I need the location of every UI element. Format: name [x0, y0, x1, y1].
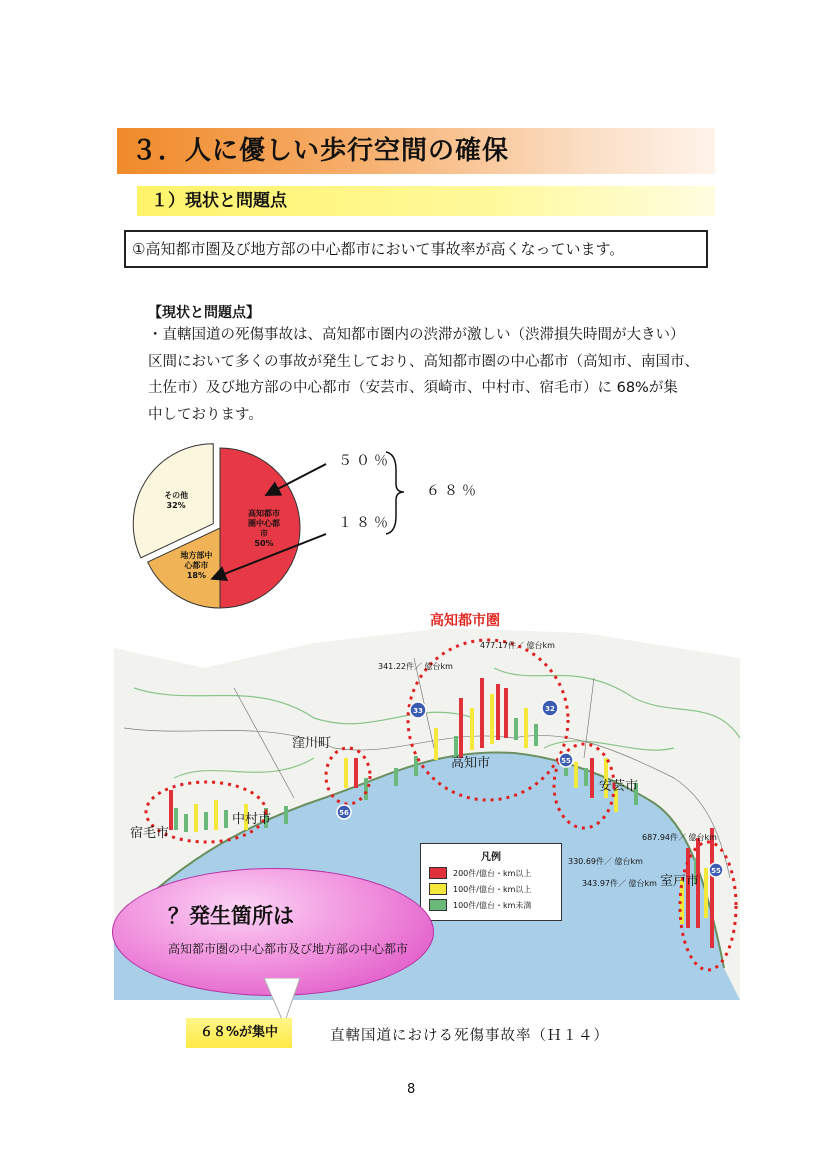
pie-slice-label: その他 — [164, 491, 189, 501]
page-number: 8 — [407, 1082, 416, 1097]
value-aki: 687.94件／ 億台km — [642, 833, 717, 842]
legend-label: 100件/億台・km以上 — [453, 884, 532, 894]
concentration-badge: ６８%が集中 — [186, 1018, 292, 1048]
route-56: 56 — [339, 809, 349, 817]
pie-slice-label: 地方部中 — [180, 551, 213, 561]
arrow-50 — [268, 464, 326, 494]
arrow-18 — [214, 534, 326, 578]
pie-slice-label: 圏中心都 — [248, 519, 280, 528]
pie-slice-label: 高知都市 — [248, 509, 280, 518]
route-33: 33 — [413, 707, 423, 715]
map-legend — [420, 843, 562, 921]
legend-item — [429, 899, 561, 911]
body-heading: 【現状と問題点】 — [148, 305, 260, 321]
city-aki: 安芸市 — [599, 779, 639, 794]
legend-swatch-yellow — [429, 883, 447, 895]
label-18-percent: １８％ — [338, 515, 392, 531]
callout-bubble — [112, 868, 434, 996]
body-line: 中しております。 — [148, 406, 263, 423]
value-muroto-2: 343.97件／ 億台km — [582, 879, 657, 888]
city-muroto: 室戸市 — [660, 874, 700, 889]
pie-slice-label: 市 — [260, 529, 268, 538]
label-50-percent: ５０％ — [338, 453, 392, 469]
body-line: ・直轄国道の死傷事故は、高知都市圏内の渋滞が激しい（渋滞損失時間が大きい） — [148, 327, 685, 343]
pie-slice-label: 心都市 — [184, 561, 209, 571]
legend-label: 200件/億台・km以上 — [453, 868, 532, 878]
legend-swatch-green — [429, 899, 447, 911]
route-55: 55 — [561, 757, 571, 765]
route-55b: 55 — [711, 867, 721, 875]
body-line: 区間において多くの事故が発生しており、高知都市圏の中心都市（高知市、南国市、 — [148, 353, 699, 370]
pie-slice-label: 32% — [166, 501, 186, 511]
value-kochi: 477.17件／ 億台km — [480, 641, 555, 650]
callout-text: 高知都市圏の中心都市及び地方部の中心都市 — [168, 942, 409, 956]
value-west: 341.22件／ 億台km — [378, 662, 453, 671]
route-32: 32 — [545, 705, 555, 713]
label-68-percent: ６８％ — [426, 483, 480, 499]
body-line: 土佐市）及び地方部の中心都市（安芸市、須崎市、中村市、宿毛市）に 68%が集 — [148, 380, 678, 396]
legend-item — [429, 883, 561, 895]
city-nakamura: 中村市 — [232, 812, 272, 827]
pie-slice-label: 18% — [186, 571, 207, 581]
legend-title: 凡例 — [481, 852, 501, 863]
legend-item — [429, 867, 561, 879]
map-title: 高知都市圏 — [430, 613, 500, 629]
city-kochi: 高知市 — [451, 756, 491, 771]
legend-swatch-red — [429, 867, 447, 879]
figure-caption: 直轄国道における死傷事故率（Ｈ１４） — [330, 1028, 609, 1044]
section-title: ３．人に優しい歩行空間の確保 — [117, 128, 715, 174]
subsection-title: １）現状と問題点 — [137, 186, 715, 216]
value-muroto-1: 330.69件／ 億台km — [568, 857, 643, 866]
body-text — [148, 322, 708, 428]
notice-box: ①高知都市圏及び地方部の中心都市において事故率が高くなっています。 — [124, 230, 708, 268]
pie-slice-label: 50% — [254, 539, 274, 548]
callout-title: ？発生箇所は — [168, 904, 294, 928]
legend-label: 100件/億台・km未満 — [453, 900, 532, 910]
city-kubokawa: 窪川町 — [292, 736, 332, 751]
city-sukumo: 宿毛市 — [130, 826, 170, 841]
